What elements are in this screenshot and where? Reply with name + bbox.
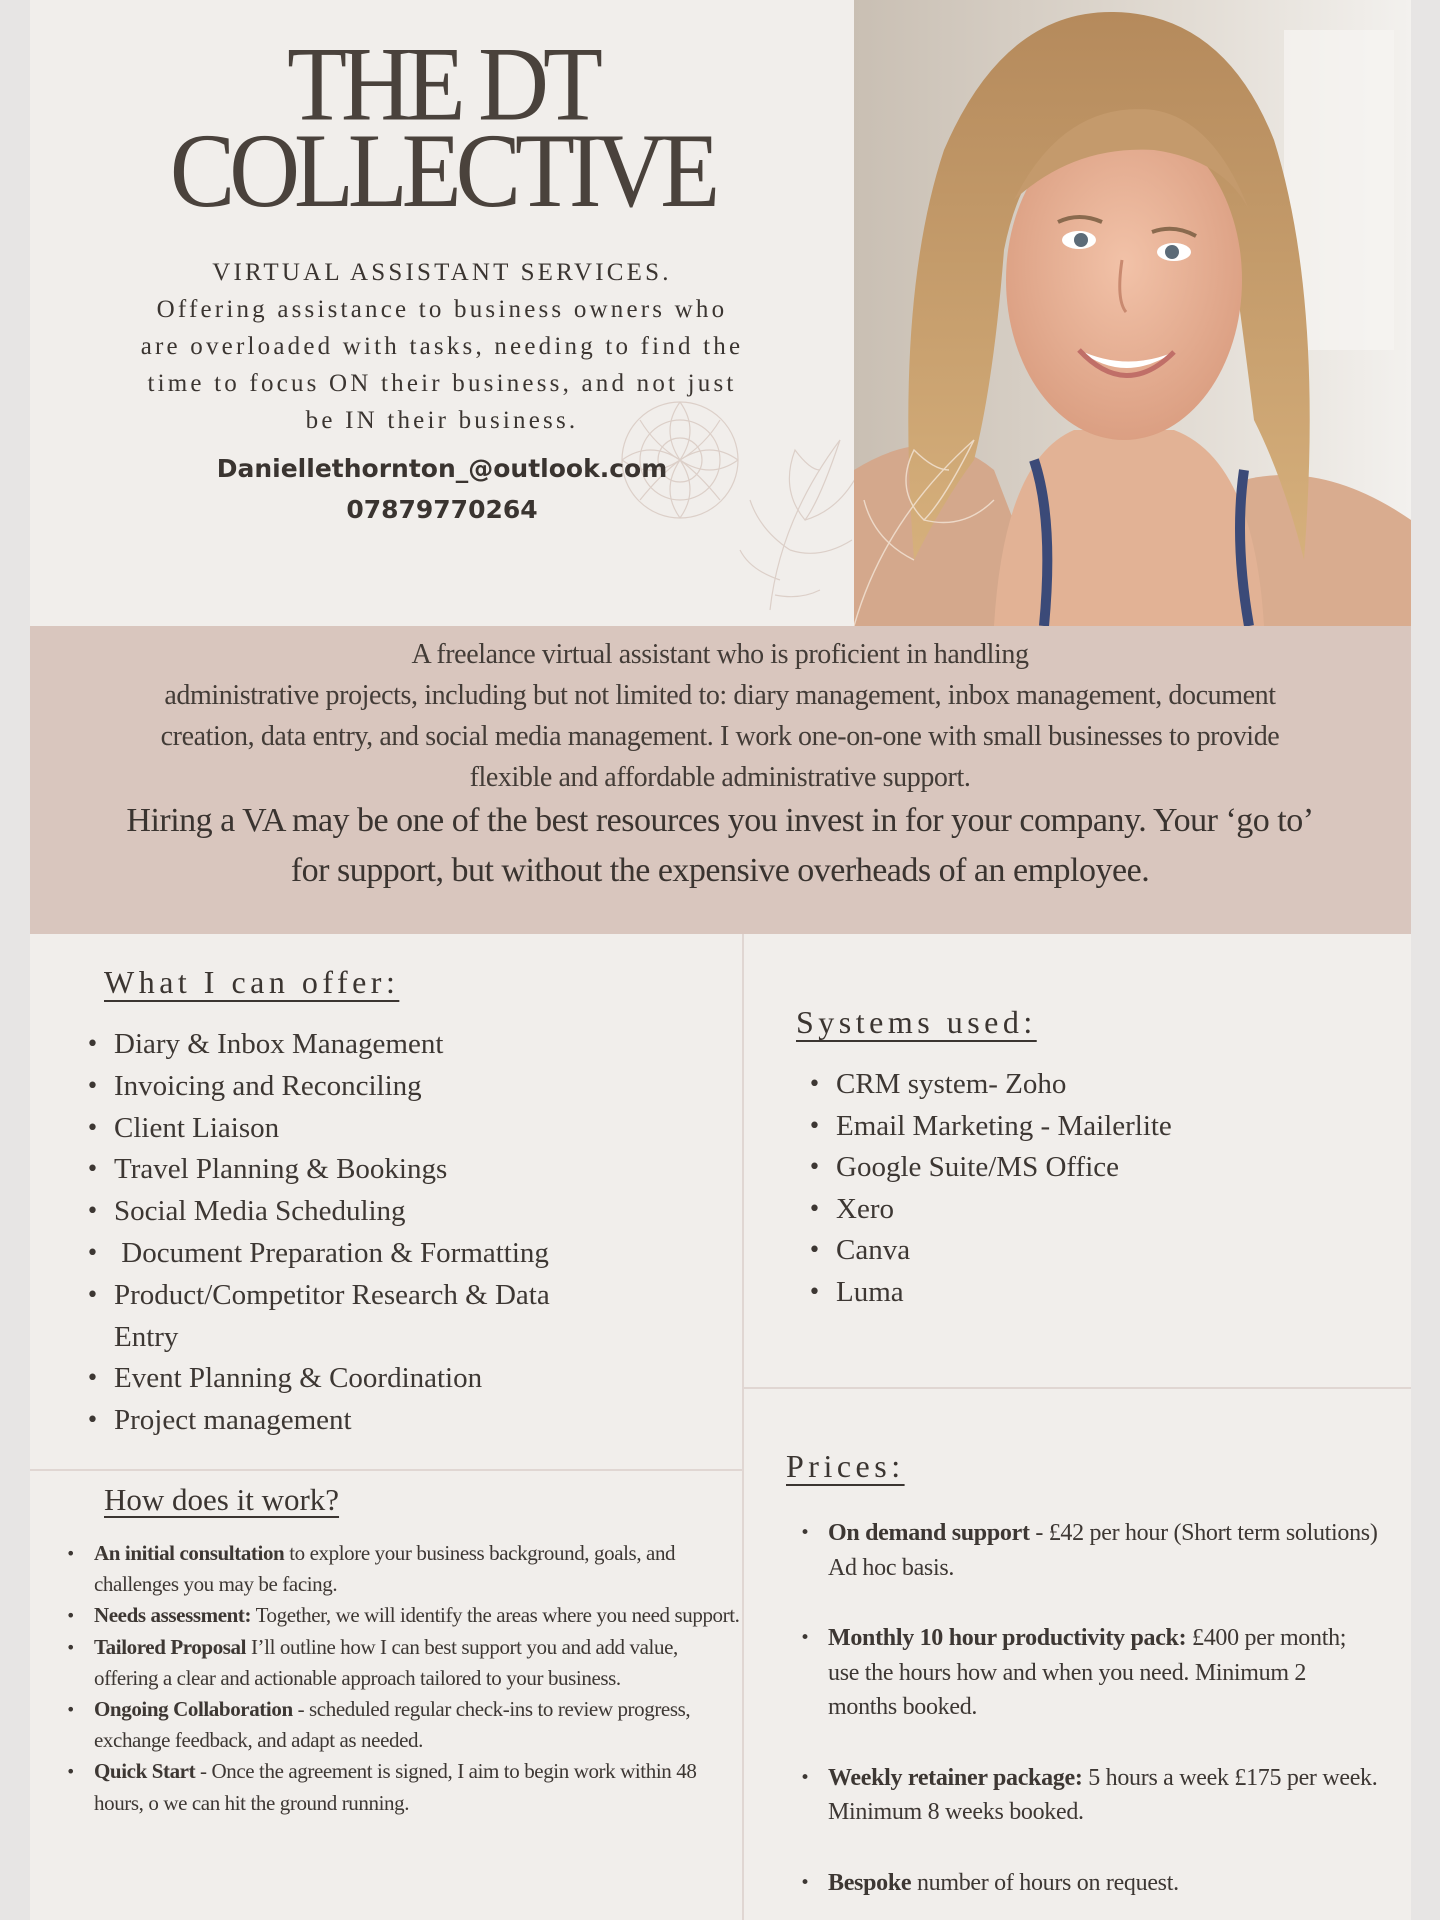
price-item-text: number of hours on request. — [911, 1869, 1179, 1896]
how-item — [66, 1756, 746, 1818]
brand-line-1: THE DT — [287, 26, 597, 144]
how-item-heading: Tailored Proposal — [94, 1634, 247, 1659]
intro-paragraph — [70, 634, 1370, 798]
tagline — [60, 254, 824, 439]
how-item-text: - Once the agreement is signed, I aim to begin work within 48 hours, o we can hit the ground running. — [94, 1759, 697, 1815]
offer-item: • Travel Planning & Bookings — [86, 1149, 686, 1191]
section-divider-right — [744, 1387, 1411, 1389]
prices-title: Prices: — [786, 1448, 905, 1484]
system-item: • CRM system- Zoho — [808, 1064, 1368, 1106]
how-item — [66, 1694, 746, 1756]
price-item — [800, 1621, 1380, 1725]
offer-list — [86, 1024, 686, 1442]
system-item: • Luma — [808, 1272, 1368, 1314]
price-item-heading: Monthly 10 hour productivity pack: — [828, 1625, 1187, 1651]
portrait-illustration — [854, 0, 1411, 626]
tagline-line-4: time to focus ON their business, and not just — [147, 370, 737, 397]
hire-line-1: Hiring a VA may be one of the best resources you invest in for your company. Your ‘go to’ — [126, 802, 1314, 839]
tagline-line-5: be IN their business. — [305, 407, 579, 434]
how-item — [66, 1632, 746, 1694]
intro-line-3: creation, data entry, and social media management. I work one-on-one with small businesses to provide — [160, 721, 1280, 752]
page-edge-left — [0, 0, 30, 1920]
system-item: • Email Marketing - Mailerlite — [808, 1106, 1368, 1148]
offer-item: • Diary & Inbox Management — [86, 1024, 686, 1066]
contact-details — [30, 448, 854, 530]
how-item — [66, 1538, 746, 1600]
how-item-text: I’ll outline how I can best support you and add value, offering a clear and actionable approach tailored to your business. — [94, 1634, 678, 1690]
price-item-heading: Weekly retainer package: — [828, 1764, 1083, 1791]
system-item: • Canva — [808, 1230, 1368, 1272]
how-list — [66, 1538, 746, 1819]
intro-line-4: flexible and affordable administrative support. — [469, 762, 971, 793]
how-item-text: - scheduled regular check-ins to review progress, exchange feedback, and adapt as needed. — [94, 1697, 691, 1753]
price-item — [800, 1866, 1380, 1901]
price-item-text: 5 hours a week £175 per week. Minimum 8 weeks booked. — [828, 1764, 1378, 1825]
tagline-line-2: Offering assistance to business owners who — [156, 296, 728, 323]
profile-photo — [854, 0, 1411, 626]
how-title: How does it work? — [104, 1482, 340, 1517]
price-item-heading: On demand support — [828, 1520, 1030, 1546]
how-item — [66, 1600, 746, 1631]
hire-line-2: for support, but without the expensive overheads of an employee. — [290, 852, 1150, 889]
price-item-text: £400 per month; use the hours how and when you need. Minimum 2 months booked. — [828, 1625, 1347, 1720]
offer-item: • Document Preparation & Formatting — [86, 1233, 686, 1275]
page-edge-right — [1411, 0, 1440, 1920]
tagline-line-3: are overloaded with tasks, needing to find the — [140, 333, 744, 360]
price-item — [800, 1761, 1380, 1830]
brand-title — [30, 26, 854, 230]
flyer-page — [30, 0, 1411, 1920]
price-item-text: - £42 per hour (Short term solutions) Ad hoc basis. — [828, 1520, 1378, 1581]
how-item-heading: Needs assessment: — [94, 1603, 252, 1628]
systems-title: Systems used: — [796, 1004, 1037, 1040]
offer-item: • Project management — [86, 1400, 686, 1442]
offer-item: • Product/Competitor Research & Data Entry — [86, 1275, 606, 1359]
offer-item: • Invoicing and Reconciling — [86, 1066, 686, 1108]
how-item-text: Together, we will identify the areas where you need support. — [251, 1603, 740, 1628]
how-item-text: to explore your business background, goals, and challenges you may be facing. — [94, 1541, 676, 1597]
intro-line-1: A freelance virtual assistant who is proficient in handling — [411, 639, 1029, 670]
systems-list — [808, 1064, 1368, 1314]
email-address[interactable]: Daniellethornton_@outlook.com — [216, 454, 668, 483]
offer-title: What I can offer: — [104, 964, 400, 1000]
system-item: • Google Suite/MS Office — [808, 1147, 1368, 1189]
how-item-heading: Ongoing Collaboration — [94, 1697, 293, 1722]
offer-item: • Social Media Scheduling — [86, 1191, 686, 1233]
system-item: • Xero — [808, 1189, 1368, 1231]
price-item-heading: Bespoke — [828, 1869, 912, 1896]
intro-band — [30, 626, 1411, 934]
brand-line-2: COLLECTIVE — [169, 112, 715, 230]
offer-item: • Client Liaison — [86, 1108, 686, 1150]
intro-line-2: administrative projects, including but not limited to: diary management, inbox management, document — [164, 680, 1276, 711]
price-item — [800, 1516, 1380, 1585]
offer-item: • Event Planning & Coordination — [86, 1358, 686, 1400]
how-item-heading: An initial consultation — [94, 1541, 285, 1565]
tagline-line-1: VIRTUAL ASSISTANT SERVICES. — [212, 259, 672, 286]
phone-number[interactable]: 07879770264 — [346, 495, 538, 524]
header — [30, 0, 854, 626]
prices-list — [800, 1516, 1380, 1920]
section-divider-left — [30, 1469, 742, 1471]
hire-statement — [50, 796, 1390, 896]
how-item-heading: Quick Start — [94, 1759, 196, 1784]
